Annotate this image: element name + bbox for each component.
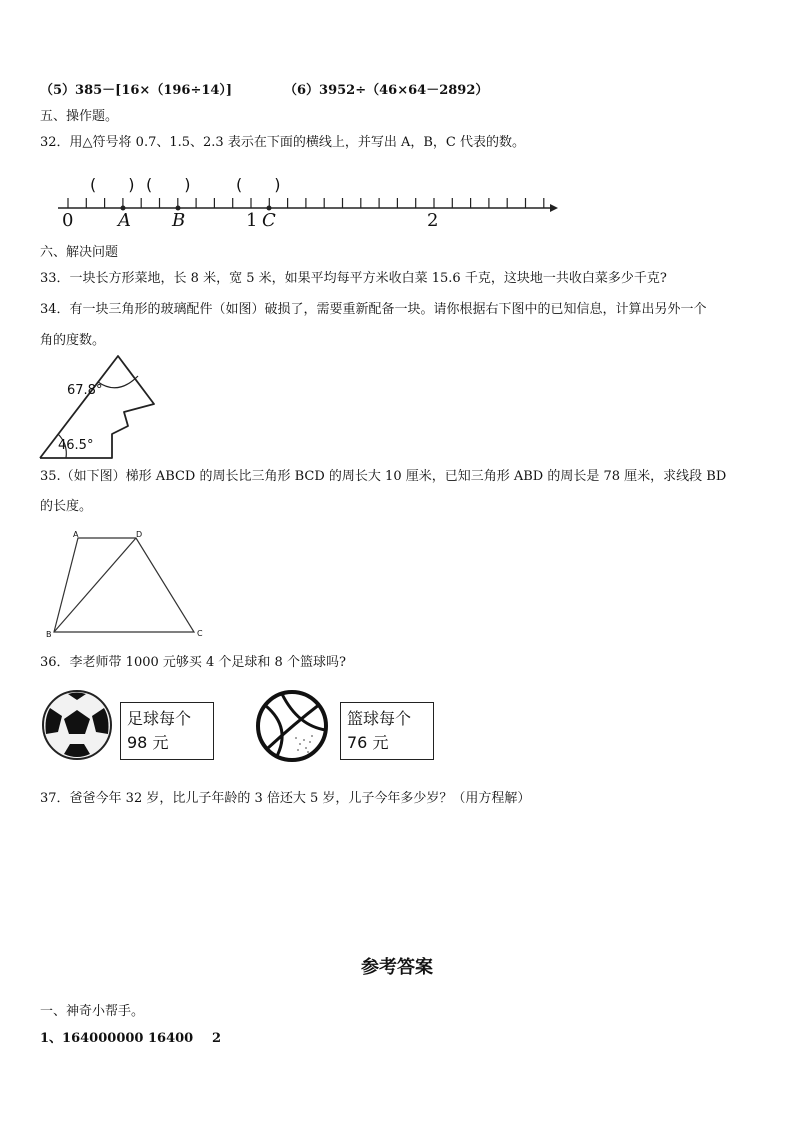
soccer-price-label: 足球每个	[127, 709, 192, 728]
basketball-price-label: 篮球每个	[347, 709, 412, 728]
number-line-arrow-icon	[550, 204, 558, 212]
question-35-line-2: 的长度。	[40, 499, 93, 514]
label-c: C	[262, 210, 276, 231]
angle-top-label: 67.8°	[67, 383, 103, 398]
answers-section-1-heading: 一、神奇小帮手。	[40, 1004, 145, 1019]
question-32: 32．用△符号将 0.7、1.5、2.3 表示在下面的横线上，并写出 A，B，C 代表的数。	[40, 135, 525, 150]
answer-1-value-3: 2	[212, 1031, 222, 1046]
section-5-heading: 五、操作题。	[40, 109, 119, 124]
paren-blank-3: ( )	[236, 175, 281, 194]
section-6-heading: 六、解决问题	[40, 245, 119, 260]
paren-blank-2: ( )	[146, 175, 191, 194]
basketball-icon	[254, 688, 330, 764]
question-33: 33．一块长方形菜地，长 8 米，宽 5 米，如果平均每平方米收白菜 15.6 千克，这块地一共收白菜多少千克?	[40, 271, 667, 286]
vertex-c-label: C	[197, 629, 203, 638]
label-two: 2	[427, 210, 439, 231]
soccer-price-value: 98 元	[127, 733, 169, 752]
vertex-b-label: B	[46, 630, 52, 639]
question-6: （6）3952÷（46×64－2892）	[284, 83, 489, 98]
label-a: A	[118, 210, 131, 231]
question-5: （5）385－[16×（196÷14）]	[40, 83, 233, 98]
number-line-ticks	[68, 198, 544, 208]
trapezoid-figure	[40, 528, 210, 640]
top-angle-arc	[98, 376, 138, 388]
label-b: B	[172, 210, 186, 231]
vertex-d-label: D	[136, 530, 143, 539]
question-37: 37．爸爸今年 32 岁，比儿子年龄的 3 倍还大 5 岁，儿子今年多少岁？（用方程解）	[40, 791, 531, 806]
soccer-ball-icon	[40, 688, 114, 762]
question-36: 36．李老师带 1000 元够买 4 个足球和 8 个篮球吗?	[40, 655, 346, 670]
soccer-price-box	[120, 702, 214, 760]
answers-title: 参考答案	[361, 957, 433, 978]
basketball-price-box	[340, 702, 434, 760]
paren-blank-1: ( )	[90, 175, 135, 194]
label-zero: 0	[62, 210, 74, 231]
question-34-line-1: 34．有一块三角形的玻璃配件（如图）破损了，需要重新配备一块。请你根据右下图中的已知信息，计算出另外一个	[40, 302, 707, 317]
question-34-line-2: 角的度数。	[40, 333, 106, 348]
question-35-line-1: 35.（如下图）梯形 ABCD 的周长比三角形 BCD 的周长大 10 厘米，已知三角形 ABD 的周长是 78 厘米，求线段 BD	[40, 469, 727, 484]
answer-1-value-1: 1、164000000	[40, 1031, 144, 1046]
vertex-a-label: A	[73, 530, 79, 539]
broken-triangle-figure	[36, 354, 162, 460]
basketball-price-value: 76 元	[347, 733, 389, 752]
angle-bottom-label: 46.5°	[58, 438, 94, 453]
label-one: 1	[246, 210, 258, 231]
answer-1-value-2: 16400	[148, 1031, 194, 1046]
